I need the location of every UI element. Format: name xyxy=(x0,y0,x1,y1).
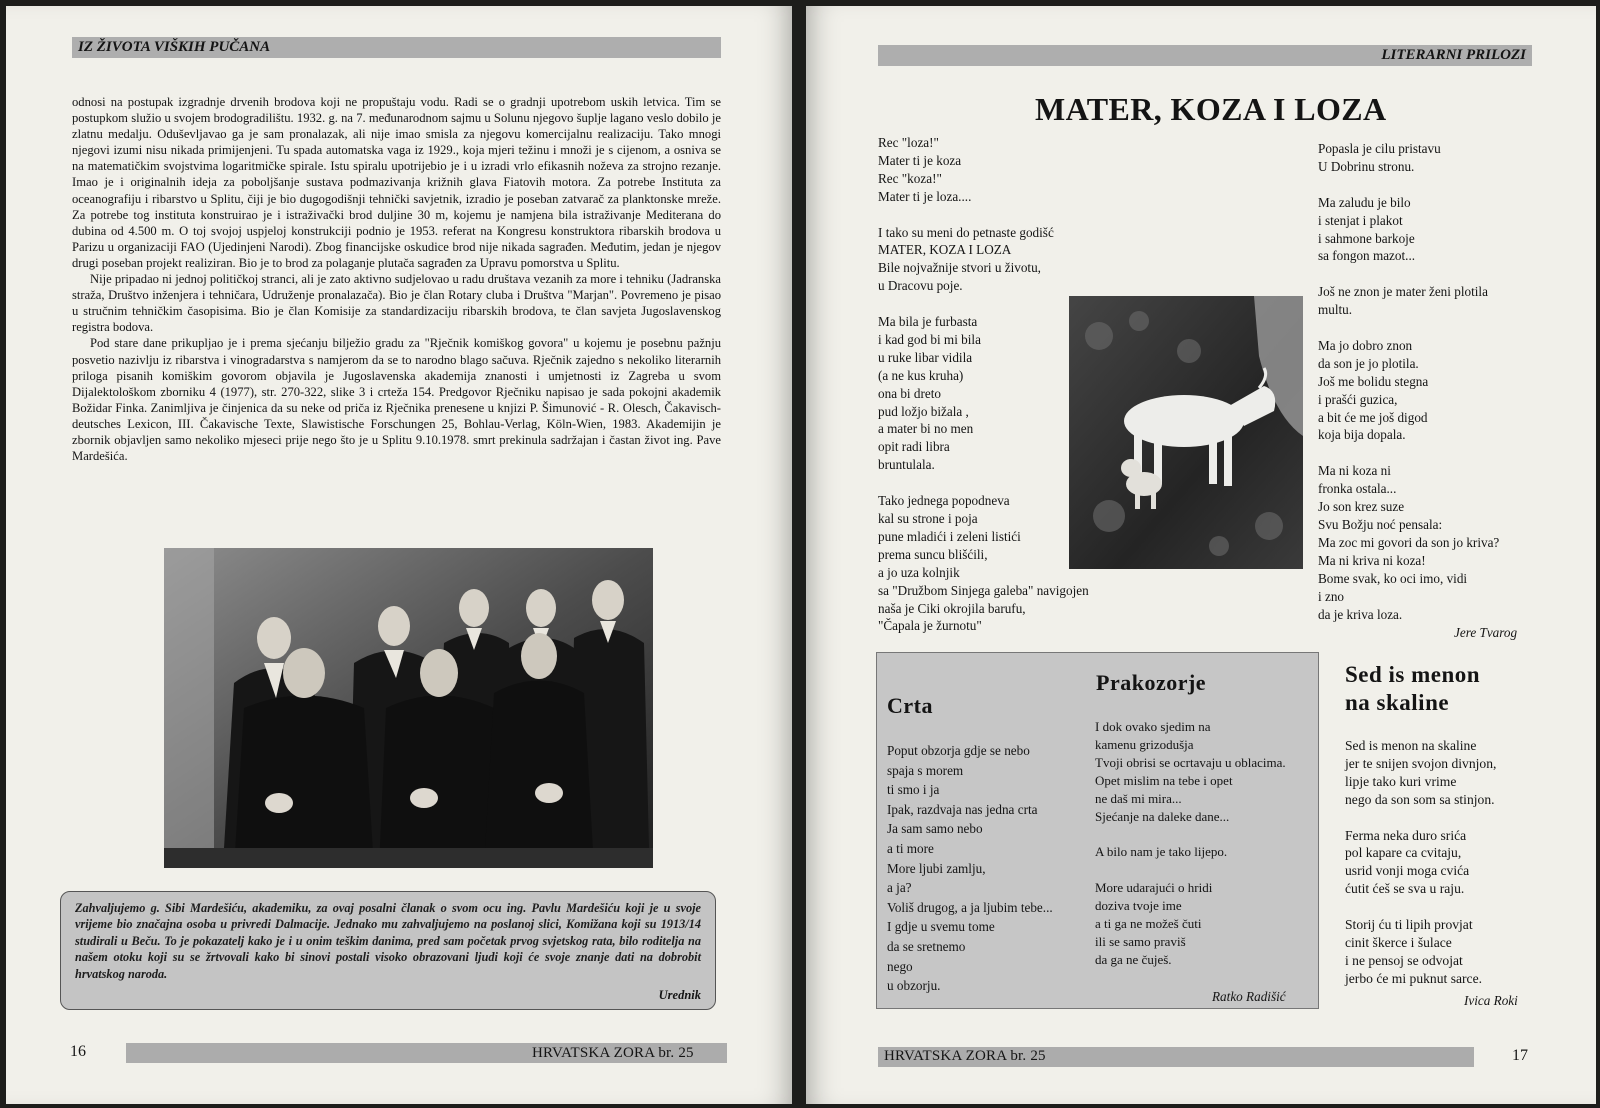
poem-line: (a ne kus kruha) xyxy=(878,367,964,383)
poem-column-2 xyxy=(1318,140,1499,623)
right-header: LITERARNI PRILOZI xyxy=(1381,47,1526,63)
poem-line: da ga ne čuješ. xyxy=(1095,951,1172,967)
poem-line: Ma ni kriva ni koza! xyxy=(1318,552,1426,568)
poem-line: pol kapare ca cvitaju, xyxy=(1345,845,1462,861)
poem-line: Još me bolidu stegna xyxy=(1318,373,1429,389)
poem-line: Ma zoc mi govori da son jo kriva? xyxy=(1318,534,1500,550)
poem-line: a ti ga ne možeš čuti xyxy=(1095,915,1202,931)
acknowledgement-signature: Urednik xyxy=(658,988,701,1002)
article-body xyxy=(72,94,721,464)
poem-line: fronka ostala... xyxy=(1318,481,1397,497)
poem-line: i stenjat i plakot xyxy=(1318,212,1403,228)
poem-line: Mater ti je koza xyxy=(878,152,962,168)
poem-line: A bilo nam je tako lijepo. xyxy=(1095,844,1228,860)
poem-line: cinit škerce i šulace xyxy=(1345,934,1452,950)
poem-line: Mater ti je loza.... xyxy=(878,188,972,204)
poem-line: ili se samo praviš xyxy=(1095,933,1186,949)
poem-line: nego xyxy=(887,958,913,974)
poem-line: pud ložjo bižala , xyxy=(878,403,969,419)
poem-line: a mater bi no men xyxy=(878,421,974,437)
poem-line: lipje tako kuri vrime xyxy=(1345,773,1457,789)
poem-line: pune mladići i zeleni listići xyxy=(878,528,1021,544)
poem-line: Popasla je cilu pristavu xyxy=(1318,141,1441,156)
poem-line: naša je Ciki okrojila barufu, xyxy=(878,600,1026,616)
poem-line: kamenu grizodušja xyxy=(1095,736,1194,752)
poem-line: I gdje u svemu tome xyxy=(887,919,995,935)
page-number-right: 17 xyxy=(1512,1047,1528,1064)
poem-line: ti smo i ja xyxy=(887,782,940,798)
poem-line: Ma jo dobro znon xyxy=(1318,337,1413,353)
poem-line: a jo uza kolnjik xyxy=(878,564,960,580)
poem-line: More ljubi zamlju, xyxy=(887,860,986,876)
poem-line xyxy=(878,474,1089,492)
poem-line: opit radi libra xyxy=(878,439,950,455)
group-photo xyxy=(164,548,653,868)
poem-line: bruntulala. xyxy=(878,457,935,473)
poem-line xyxy=(878,295,1089,313)
poem-line: Ma ni koza ni xyxy=(1318,463,1391,479)
poem-line: Opet mislim na tebe i opet xyxy=(1095,772,1233,788)
poem-line: Ma bila je furbasta xyxy=(878,314,978,330)
prakozorje-title: Prakozorje xyxy=(1096,670,1207,695)
poem-line xyxy=(1095,825,1286,843)
poem-line: u obzorju. xyxy=(887,978,941,994)
poem-line: spaja s morem xyxy=(887,762,964,778)
poem-line xyxy=(1345,809,1496,827)
poem-line: u ruke libar vidila xyxy=(878,349,973,365)
poem-line: Rec "loza!" xyxy=(878,135,939,150)
poem-line: Sjećanje na daleke dane... xyxy=(1095,808,1230,824)
right-footer: HRVATSKA ZORA br. 25 xyxy=(884,1048,1046,1064)
poem-line: prema suncu blišćili, xyxy=(878,546,988,562)
sed-poem xyxy=(1345,737,1496,988)
poem-line xyxy=(1318,265,1499,283)
poem-line: Poput obzorja gdje se nebo xyxy=(887,743,1030,758)
poem-line: Svu Božju noć pensala: xyxy=(1318,516,1443,532)
poem-line: Storij ću ti lipih provjat xyxy=(1345,917,1473,933)
crta-poem xyxy=(887,741,1053,996)
article-paragraph: Pod stare dane prikupljao je i prema sjećanju bilježio gradu za "Rječnik komiškog govora" u kojemu je posebnu pažnju posvetio nazivlju iz ribarstva i vinogradarstva s namjerom da se to narodno blago sačuva. Rječnik zajedno s nekoliko literarnih priloga pisanih komiškim govorom objavila je Jugoslavenska akademija znanosti i umjetnosti iz Zagreba u svom Dijalektološkom zborniku 4 (1977), str. 270-322, slike 3 i crteža 154. Predgovor Rječniku napisao je sada pokojni akademik Božidar Finka. Zanimljiva je činjenica da su neke od priča iz Rječnika prenesene u knjizi P. Šimunović - R. Olesch, Čakavisch-deutsches Lexicon, III. Čakavische Texte, Slawistische Forschungen 25, Bohlau-Verlag, Köln-Wien, 1983. Akademijin je zbornik objavljen samo nekoliko mjeseci prije nego što je u Splitu 9.10.1978. smrt prekinula sadržajan i častan život ing. Pave Mardešića. xyxy=(72,336,721,464)
poem-line: doziva tvoje ime xyxy=(1095,898,1182,914)
poem-line: i kad god bi mi bila xyxy=(878,331,981,347)
poem-line: I tako su meni do petnaste godišć xyxy=(878,224,1054,240)
poem-line: U Dobrinu stronu. xyxy=(1318,158,1415,174)
poem-line: Tvoji obrisi se ocrtavaju u oblacima. xyxy=(1095,754,1286,770)
poem-line: I dok ovako sjedim na xyxy=(1095,719,1211,734)
page-number-left: 16 xyxy=(70,1043,86,1060)
poem-line: Jo son krez suze xyxy=(1318,499,1405,515)
poem-line: Još ne znon je mater ženi plotila xyxy=(1318,284,1488,300)
poem-line: Bile nojvažnije stvori u životu, xyxy=(878,260,1041,276)
poem-line: Bome svak, ko oci imo, vidi xyxy=(1318,570,1468,586)
poem-line: i ne pensoj se odvojat xyxy=(1345,952,1463,968)
poem-line: kal su strone i poja xyxy=(878,510,978,526)
poem-line: jerbo će mi puknut sarce. xyxy=(1345,970,1483,986)
poem-line: a bit će me još digod xyxy=(1318,409,1428,425)
poem-line: i sahmone barkoje xyxy=(1318,230,1415,246)
poem-line: Sed is menon na skaline xyxy=(1345,738,1477,753)
prakozorje-signature: Ratko Radišić xyxy=(1212,989,1286,1004)
poem-line: nego da son som sa stinjon. xyxy=(1345,791,1495,807)
sed-title-line: na skaline xyxy=(1345,690,1450,715)
poem-line: da son je jo plotila. xyxy=(1318,355,1419,371)
poem-line: ne daš mi mira... xyxy=(1095,790,1182,806)
poem-line xyxy=(1095,861,1286,879)
prakozorje-poem xyxy=(1095,718,1286,987)
poem-line: da je kriva loza. xyxy=(1318,606,1403,622)
poem-line: Rec "koza!" xyxy=(878,170,942,186)
poem-line: u Dracovu poje. xyxy=(878,278,963,294)
goat-photo xyxy=(1069,296,1303,569)
right-header-bar xyxy=(878,45,1532,66)
poem-line xyxy=(1318,444,1499,462)
left-header-bar xyxy=(72,37,721,58)
sed-title xyxy=(1345,661,1480,717)
poem-line: Ipak, razdvaja nas jedna crta xyxy=(887,801,1038,817)
poem-line: i zno xyxy=(1318,588,1345,604)
poem-line: i prašći guzica, xyxy=(1318,391,1398,407)
poem-line xyxy=(878,206,1089,224)
poem-signature: Jere Tvarog xyxy=(1454,625,1518,640)
poem-line xyxy=(1095,969,1286,987)
poem-line: MATER, KOZA I LOZA xyxy=(878,242,1012,258)
poem-line xyxy=(1318,176,1499,194)
article-paragraph: Nije pripadao ni jednoj političkoj stranci, ali je zato aktivno sudjelovao u radu društava vezanih za more i tehniku (Jadranska straža, Društvo inženjera i tehničara, Udruženje pronalazača). Bio je član Rotary cluba i Društva "Marjan". Povremeno je pisao u stručnim tehničkim časopisima. Bio je član Komisije za standardizaciju ribarskih brodova, te član savjeta Jugoslavenskog registra bodova. xyxy=(72,272,721,335)
sed-title-line: Sed is menon xyxy=(1345,662,1481,687)
poem-line: koja bija dopala. xyxy=(1318,427,1406,443)
poem-line xyxy=(1345,898,1496,916)
goat-photo-image xyxy=(1069,296,1303,569)
poem-column-1 xyxy=(878,134,1089,635)
poem-line xyxy=(1318,319,1499,337)
poem-title: MATER, KOZA I LOZA xyxy=(1035,91,1387,127)
poem-line: a ti more xyxy=(887,840,934,856)
poem-line: Ma zaludu je bilo xyxy=(1318,194,1411,210)
poem-line: jer te snijen svojon divnjon, xyxy=(1345,755,1497,771)
poem-line: da se sretnemo xyxy=(887,938,966,954)
poem-line: a ja? xyxy=(887,880,912,896)
poem-line: Ferma neka duro srića xyxy=(1345,827,1467,843)
poem-line: sa fongon mazot... xyxy=(1318,248,1416,264)
poem-line: Tako jednega popodneva xyxy=(878,493,1010,509)
poem-line: multu. xyxy=(1318,302,1353,318)
left-header: IZ ŽIVOTA VIŠKIH PUČANA xyxy=(78,39,271,55)
poem-line: More udarajući o hridi xyxy=(1095,880,1213,896)
crta-title: Crta xyxy=(887,693,933,718)
group-photo-image xyxy=(164,548,653,868)
poem-line: usrid vonji moga cvića xyxy=(1345,863,1470,879)
poem-line: "Čapala je žurnotu" xyxy=(878,618,982,634)
poem-line: ona bi dreto xyxy=(878,385,941,401)
poem-line: sa "Družbom Sinjega galeba" navigojen xyxy=(878,582,1089,598)
article-paragraph: odnosi na postupak izgradnje drvenih brodova koji ne propuštaju vodu. Radi se o gradnji upotrebom uskih letvica. Tim se postupkom služio u svojem brodogradilištu. 1932. g. na 7. međunarodnom sajmu u Solunu njegovo šuplje lagano veslo dobilo je zlatnu medalju. Oduševljavao ga je sam pronalazak, ali nije imao smisla za njegovu komercijalnu realizaciju. Tako mnogi njegovi izumi nisu nikada primijenjeni. Tu spada automatska vaga iz 1929., koja mjeri težinu i množi je s cijenom, a osniva se na matematičkim svojstvima logaritmičke spirale. Istu spiralu upotrijebio je i u izradi vrlo efikasnih noževa za strojno rezanje. Imao je i originalnih ideja za poboljšanje sustava podmazivanja križnih glava Fiatovih motora. Za potrebe Instituta za oceanografiju i ribarstvo u Splitu, čiji je bio dugogodišnji tehnički savjetnik, izradio je poseban zatvarač za planktonske mreže. Za potrebe tog instituta konstruirao je i istraživački brod duljine 30 m, kojemu je namjena bila istraživanje Mediterana do dubina od 4.500 m. O toj svojoj uspjeloj konstrukciji podnio je 1953. referat na Kongresu konstruktora ribarskih brodova u Parizu u organizaciji FAO (Ujedinjeni Narodi). Zbog financijske oskudice brod nije nikada sagrađen. Međutim, jedan je njegov drugi poseban projekt realiziran. Bio je to brod za polaganje plutača sagrađen za Upravu pomorstva u Splitu. xyxy=(72,95,721,270)
poem-line: ćutit ćeš se sva u raju. xyxy=(1345,881,1465,897)
sed-signature: Ivica Roki xyxy=(1464,993,1518,1008)
acknowledgement-box xyxy=(60,891,716,1010)
left-footer: HRVATSKA ZORA br. 25 xyxy=(532,1045,694,1061)
poem-line: Ja sam samo nebo xyxy=(887,821,983,837)
acknowledgement-text: Zahvaljujemo g. Sibi Mardešiću, akademiku, za ovaj posalni članak o svom ocu ing. Pavlu Mardešiću koji je u svoje vrijeme bio značajna osoba u privredi Dalmacije. Jednako mu zahvaljujemo na poslanoj slici, Komižana koji su 1913/14 studirali u Beču. To je pokazatelj kako je i u onim teškim danima, pred sam početak prvog svjetskog rata, bilo roditelja na našem otoku koji su se žrtvovali kako bi sinovi postali visoko obrazovani ljudi koji će svoje znanje dati na dobrobit hrvatskog naroda. xyxy=(75,901,701,981)
poem-line: Voliš drugog, a ja ljubim tebe... xyxy=(887,899,1053,915)
